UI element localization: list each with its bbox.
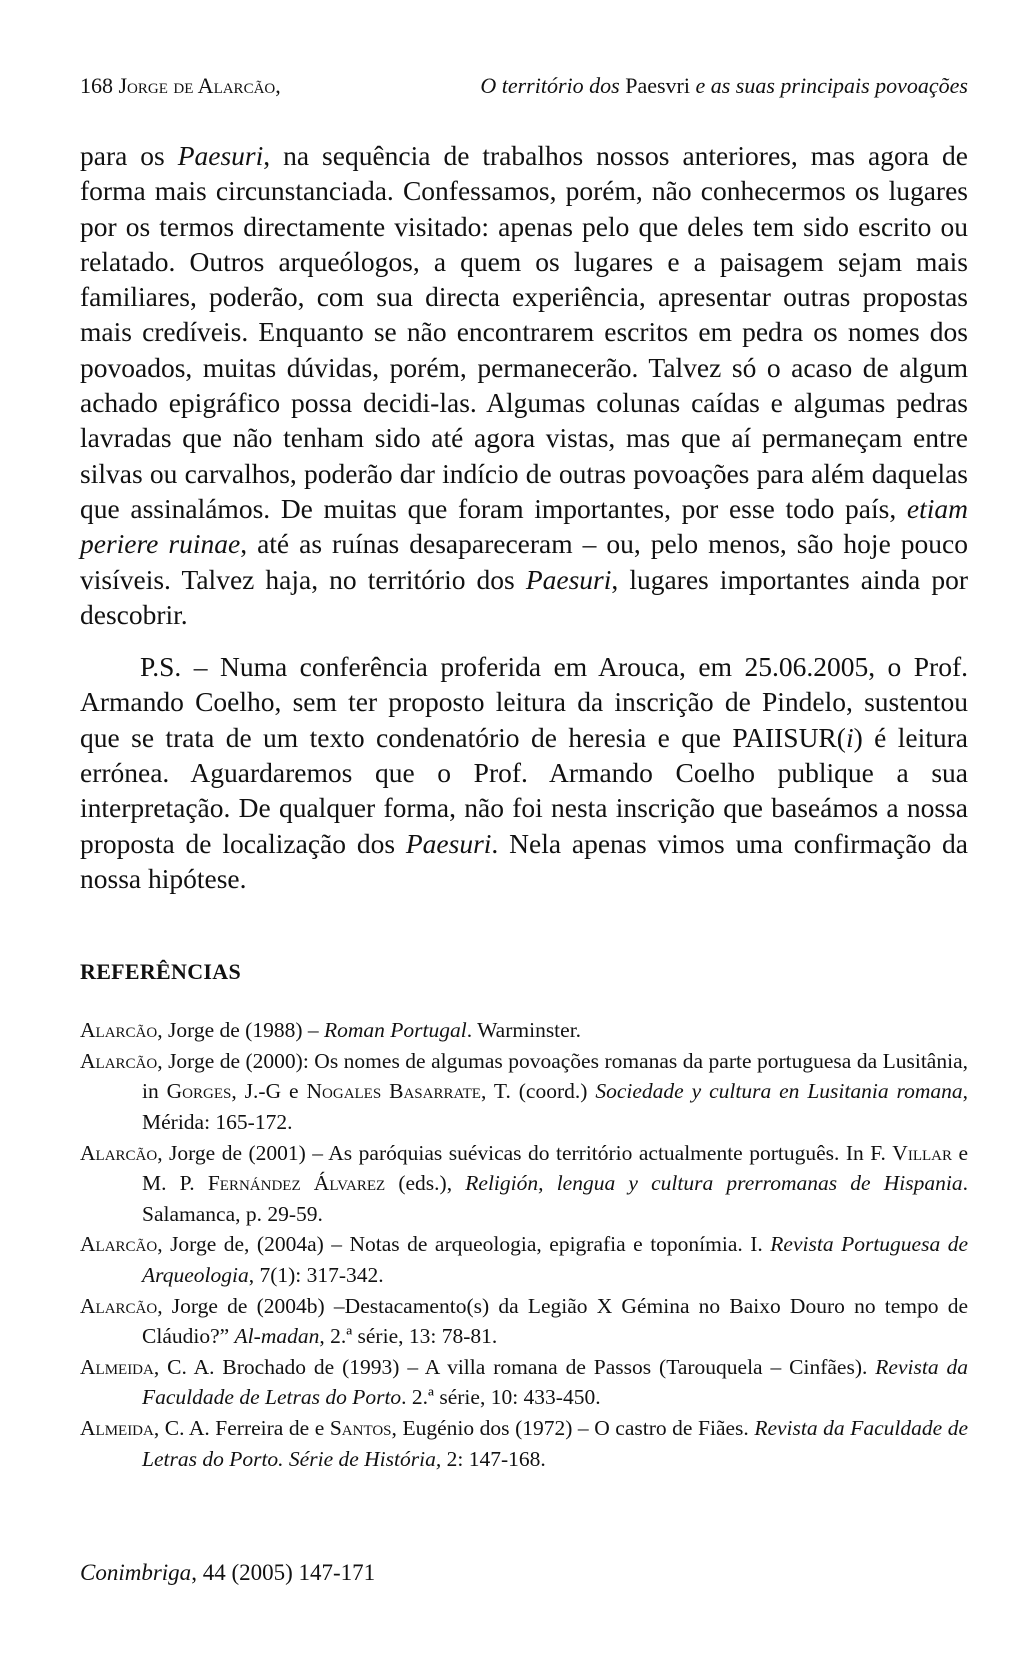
page-number: 168: [80, 73, 113, 98]
body-text: [80, 138, 968, 896]
running-head-author: Jorge de Alarcão,: [118, 73, 281, 98]
reference-item: Alarcão, Jorge de (2001) – As paróquias suévicas do território actualmente português. In F. Villar e M. P. Fernández Álvarez (eds.), Religión, lengua y cultura prerromanas de Hispania. Salamanca, p. 29-59.: [80, 1140, 968, 1226]
journal-name: Conimbriga: [80, 1560, 192, 1585]
references-heading: REFERÊNCIAS: [80, 959, 241, 985]
reference-item: Alarcão, Jorge de (2000): Os nomes de algumas povoações romanas da parte portuguesa da Lusitânia, in Gorges, J.-G e Nogales Basarrate, T. (coord.) Sociedade y cultura en Lusitania romana, Mérida: 165-172.: [80, 1048, 968, 1135]
page: [80, 72, 968, 1474]
journal-details: , 44 (2005) 147-171: [191, 1560, 376, 1585]
running-head: [80, 72, 968, 100]
reference-item: Alarcão, Jorge de, (2004a) – Notas de arqueologia, epigrafia e toponímia. I. Revista Portuguesa de Arqueologia, 7(1): 317-342.: [80, 1232, 968, 1287]
footer-citation: [80, 1560, 375, 1586]
reference-item: Almeida, C. A. Ferreira de e Santos, Eugénio dos (1972) – O castro de Fiães. Revista da Faculdade de Letras do Porto. Série de História, 2: 147-168.: [80, 1415, 968, 1471]
references-list: [80, 1015, 968, 1474]
reference-item: Almeida, C. A. Brochado de (1993) – A villa romana de Passos (Tarouquela – Cinfães). Revista da Faculdade de Letras do Porto. 2.ª série, 10: 433-450.: [80, 1354, 968, 1410]
running-head-left: [80, 72, 281, 100]
paragraph-ps: P.S. – Numa conferência proferida em Arouca, em 25.06.2005, o Prof. Armando Coelho, sem ter proposto leitura da inscrição de Pindelo, sustentou que se trata de um texto condenatório de heresia e que PAIISUR(i) é leitura errónea. Aguardaremos que o Prof. Armando Coelho publique a sua interpretação. De qualquer forma, não foi nesta inscrição que baseámos a nossa proposta de localização dos Paesuri. Nela apenas vimos uma confirmação da nossa hipótese.: [80, 651, 968, 894]
reference-item: Alarcão, Jorge de (1988) – Roman Portugal. Warminster.: [80, 1018, 582, 1043]
paragraph-1: para os Paesuri, na sequência de trabalhos nossos anteriores, mas agora de forma mais circunstanciada. Confessamos, porém, não conhecermos os lugares por os termos directamente visitado: apenas pelo que deles tem sido escrito ou relatado. Outros arqueólogos, a quem os lugares e a paisagem sejam mais familiares, poderão, com sua directa experiência, apresentar outras propostas mais credíveis. Enquanto se não encontrarem escritos em pedra os nomes dos povoados, muitas dúvidas, porém, permanecerão. Talvez só o acaso de algum achado epigráfico possa decidi-las. Algumas colunas caídas e algumas pedras lavradas que não tenham sido até agora vistas, mas que aí permaneçam entre silvas ou carvalhos, poderão dar indício de outras povoações para além daquelas que assinalámos. De muitas que foram importantes, por esse todo país, etiam periere ruinae, até as ruínas desapareceram – ou, pelo menos, são hoje pouco visíveis. Talvez haja, no território dos Paesuri, lugares importantes ainda por descobrir.: [80, 140, 968, 630]
running-head-title: O território dos Paesvri e as suas principais povoações: [480, 73, 968, 98]
reference-item: Alarcão, Jorge de (2004b) –Destacamento(s) da Legião X Gémina no Baixo Douro no tempo de Cláudio?” Al-madan, 2.ª série, 13: 78-81.: [80, 1293, 968, 1349]
